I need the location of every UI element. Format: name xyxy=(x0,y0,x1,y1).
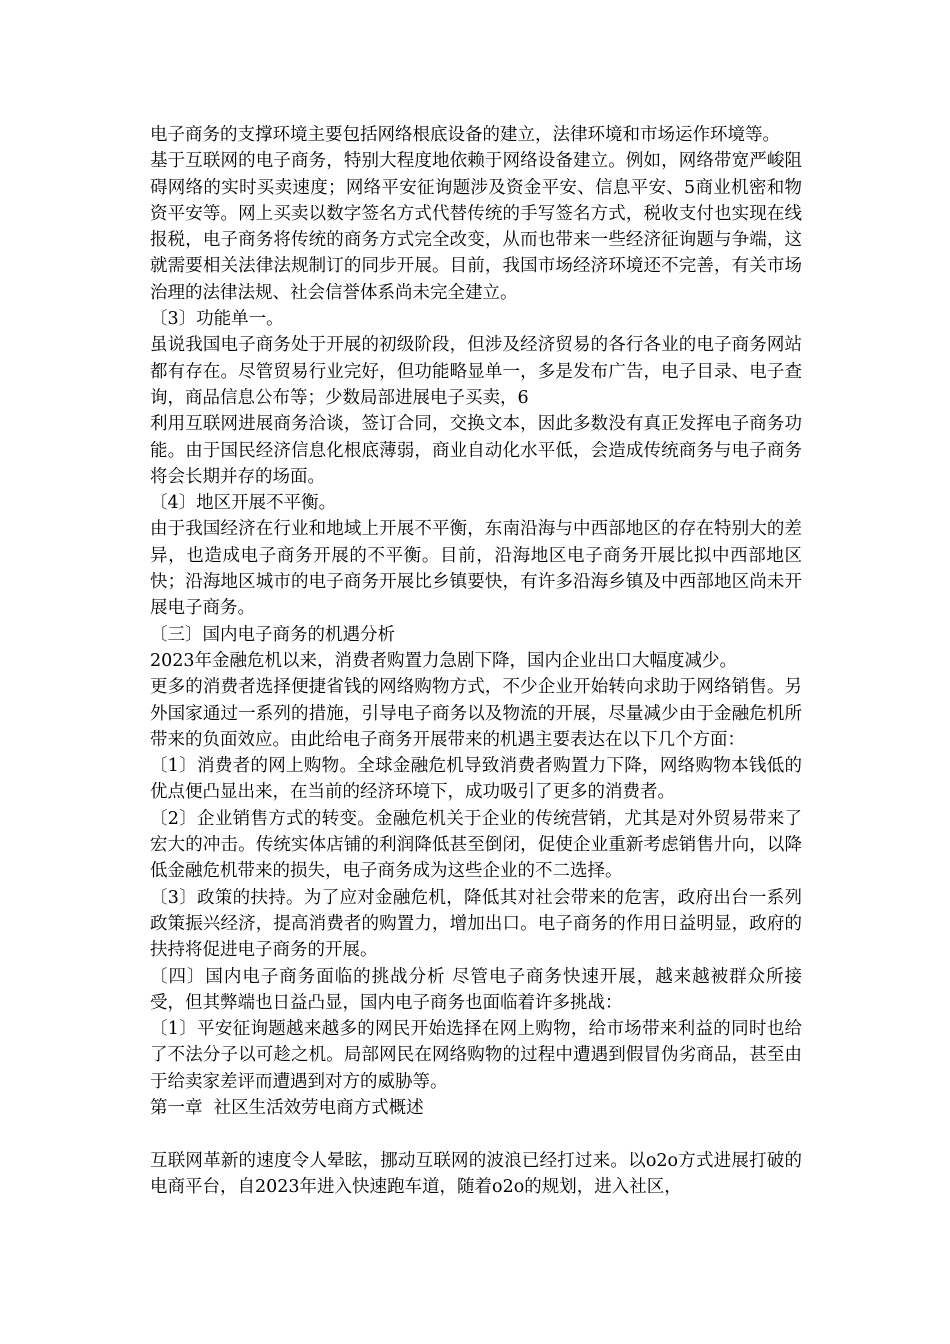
document-body xyxy=(150,122,802,1200)
paragraph-financial-crisis: 2023年金融危机以来，消费者购置力急剧下降，国内企业出口大幅度减少。 xyxy=(150,650,738,671)
paragraph-opportunity-2: 〔2〕企业销售方式的转变。金融危机关于企业的传统营销，尤其是对外贸易带来了宏大的冲击。传统实体店铺的利润降低甚至倒闭，促使企业重新考虑销售廾向，以降低金融危机带来的损失，电子商务成为这些企业的不二选择。 xyxy=(150,808,802,882)
paragraph-function-description: 虽说我国电子商务处于开展的初级阶段，但涉及经济贸易的各行各业的电子商务网站都有存在。尽管贸易行业完好，但功能略显单一，多是发布广告，电子目录、电子查询，商品信息公布等；少数局部进展电子买卖，6 xyxy=(150,335,802,408)
heading-regional-imbalance: 〔4〕地区开展不平衡。 xyxy=(150,493,337,514)
chapter-title: 第一章 社区生活效劳电商方式概述 xyxy=(150,1097,424,1118)
paragraph-opportunity-3: 〔3〕政策的扶持。为了应对金融危机，降低其对社会带来的危害，政府出台一系列政策振兴经济，提高消费者的购置力，增加出口。电子商务的作用日益明显，政府的扶持将促进电子商务的开展。 xyxy=(150,887,802,961)
paragraph-opportunity-1: 〔1〕消费者的网上购物。全球金融危机导致消费者购置力下降，网络购物本钱低的优点便凸显出来，在当前的经济环境下，成功吸引了更多的消费者。 xyxy=(150,756,802,803)
blank-line xyxy=(150,1121,802,1147)
heading-single-function: 〔3〕功能单一。 xyxy=(150,309,284,330)
paragraph-online-negotiation: 利用互联网进展商务洽谈，签订合同，交换文本，因此多数没有真正发挥电子商务功能。由于国民经济信息化根底薄弱，商业自动化水平低，会造成传统商务与电子商务将会长期并存的场面。 xyxy=(150,414,802,487)
paragraph-regional-description: 由于我国经济在行业和地域上开展不平衡，东南沿海与中西部地区的存在特别大的差异，也造成电子商务开展的不平衡。目前，沿海地区电子商务开展比拟中西部地区快；沿海地区城市的电子商务开展比乡镇要快，有许多沿海乡镇及中西部地区尚未开展电子商务。 xyxy=(150,519,802,619)
paragraph-challenge-1: 〔1〕平安征询题越来越多的网民开始选择在网上购物，给市场带来利益的同时也给了不法分子以可趁之机。局部网民在网络购物的过程中遭遇到假冒伪劣商品，甚至由于给卖家差评而遭遇到对方的威胁等。 xyxy=(150,1019,802,1092)
heading-opportunity-analysis: 〔三〕国内电子商务的机遇分析 xyxy=(150,624,395,645)
paragraph-online-shopping-choice: 更多的消费者选择便捷省钱的网络购物方式，不少企业开始转向求助于网络销售。另外国家通过一系列的措施，引导电子商务以及物流的开展，尽量减少由于金融危机所带来的负面效应。由此给电子商务开展带来的机遇主要表达在以下几个方面： xyxy=(150,677,802,750)
paragraph-network-infrastructure: 基于互联网的电子商务，特别大程度地依赖于网络设备建立。例如，网络带宽严峻阻碍网络的实时买卖速度；网络平安征询题涉及资金平安、信息平安、5商业机密和物资平安等。网上买卖以数字签名方式代替传统的手写签名方式，税收支付也实现在线报税，电子商务将传统的商务方式完全改变，从而也带来一些经济征询题与争端，这就需要相关法律法规制订的同步开展。目前，我国市场经济环境还不完善，有关市场治理的法律法规、社会信誉体系尚未完全建立。 xyxy=(150,151,802,303)
paragraph-support-environment: 电子商务的支撑环境主要包括网络根底设备的建立，法律环境和市场运作环境等。 xyxy=(150,125,780,145)
paragraph-challenge-analysis: 〔四〕国内电子商务面临的挑战分析 尽管电子商务快速开展，越来越被群众所接受，但其弊端也日益凸显，国内电子商务也面临着许多挑战： xyxy=(150,966,802,1013)
paragraph-internet-innovation: 互联网革新的速度令人晕眩，挪动互联网的波浪已经打过来。以o2o方式进展打破的电商平台，自2023年进入快速跑车道，随着o2o的规划，进入社区， xyxy=(150,1150,802,1197)
